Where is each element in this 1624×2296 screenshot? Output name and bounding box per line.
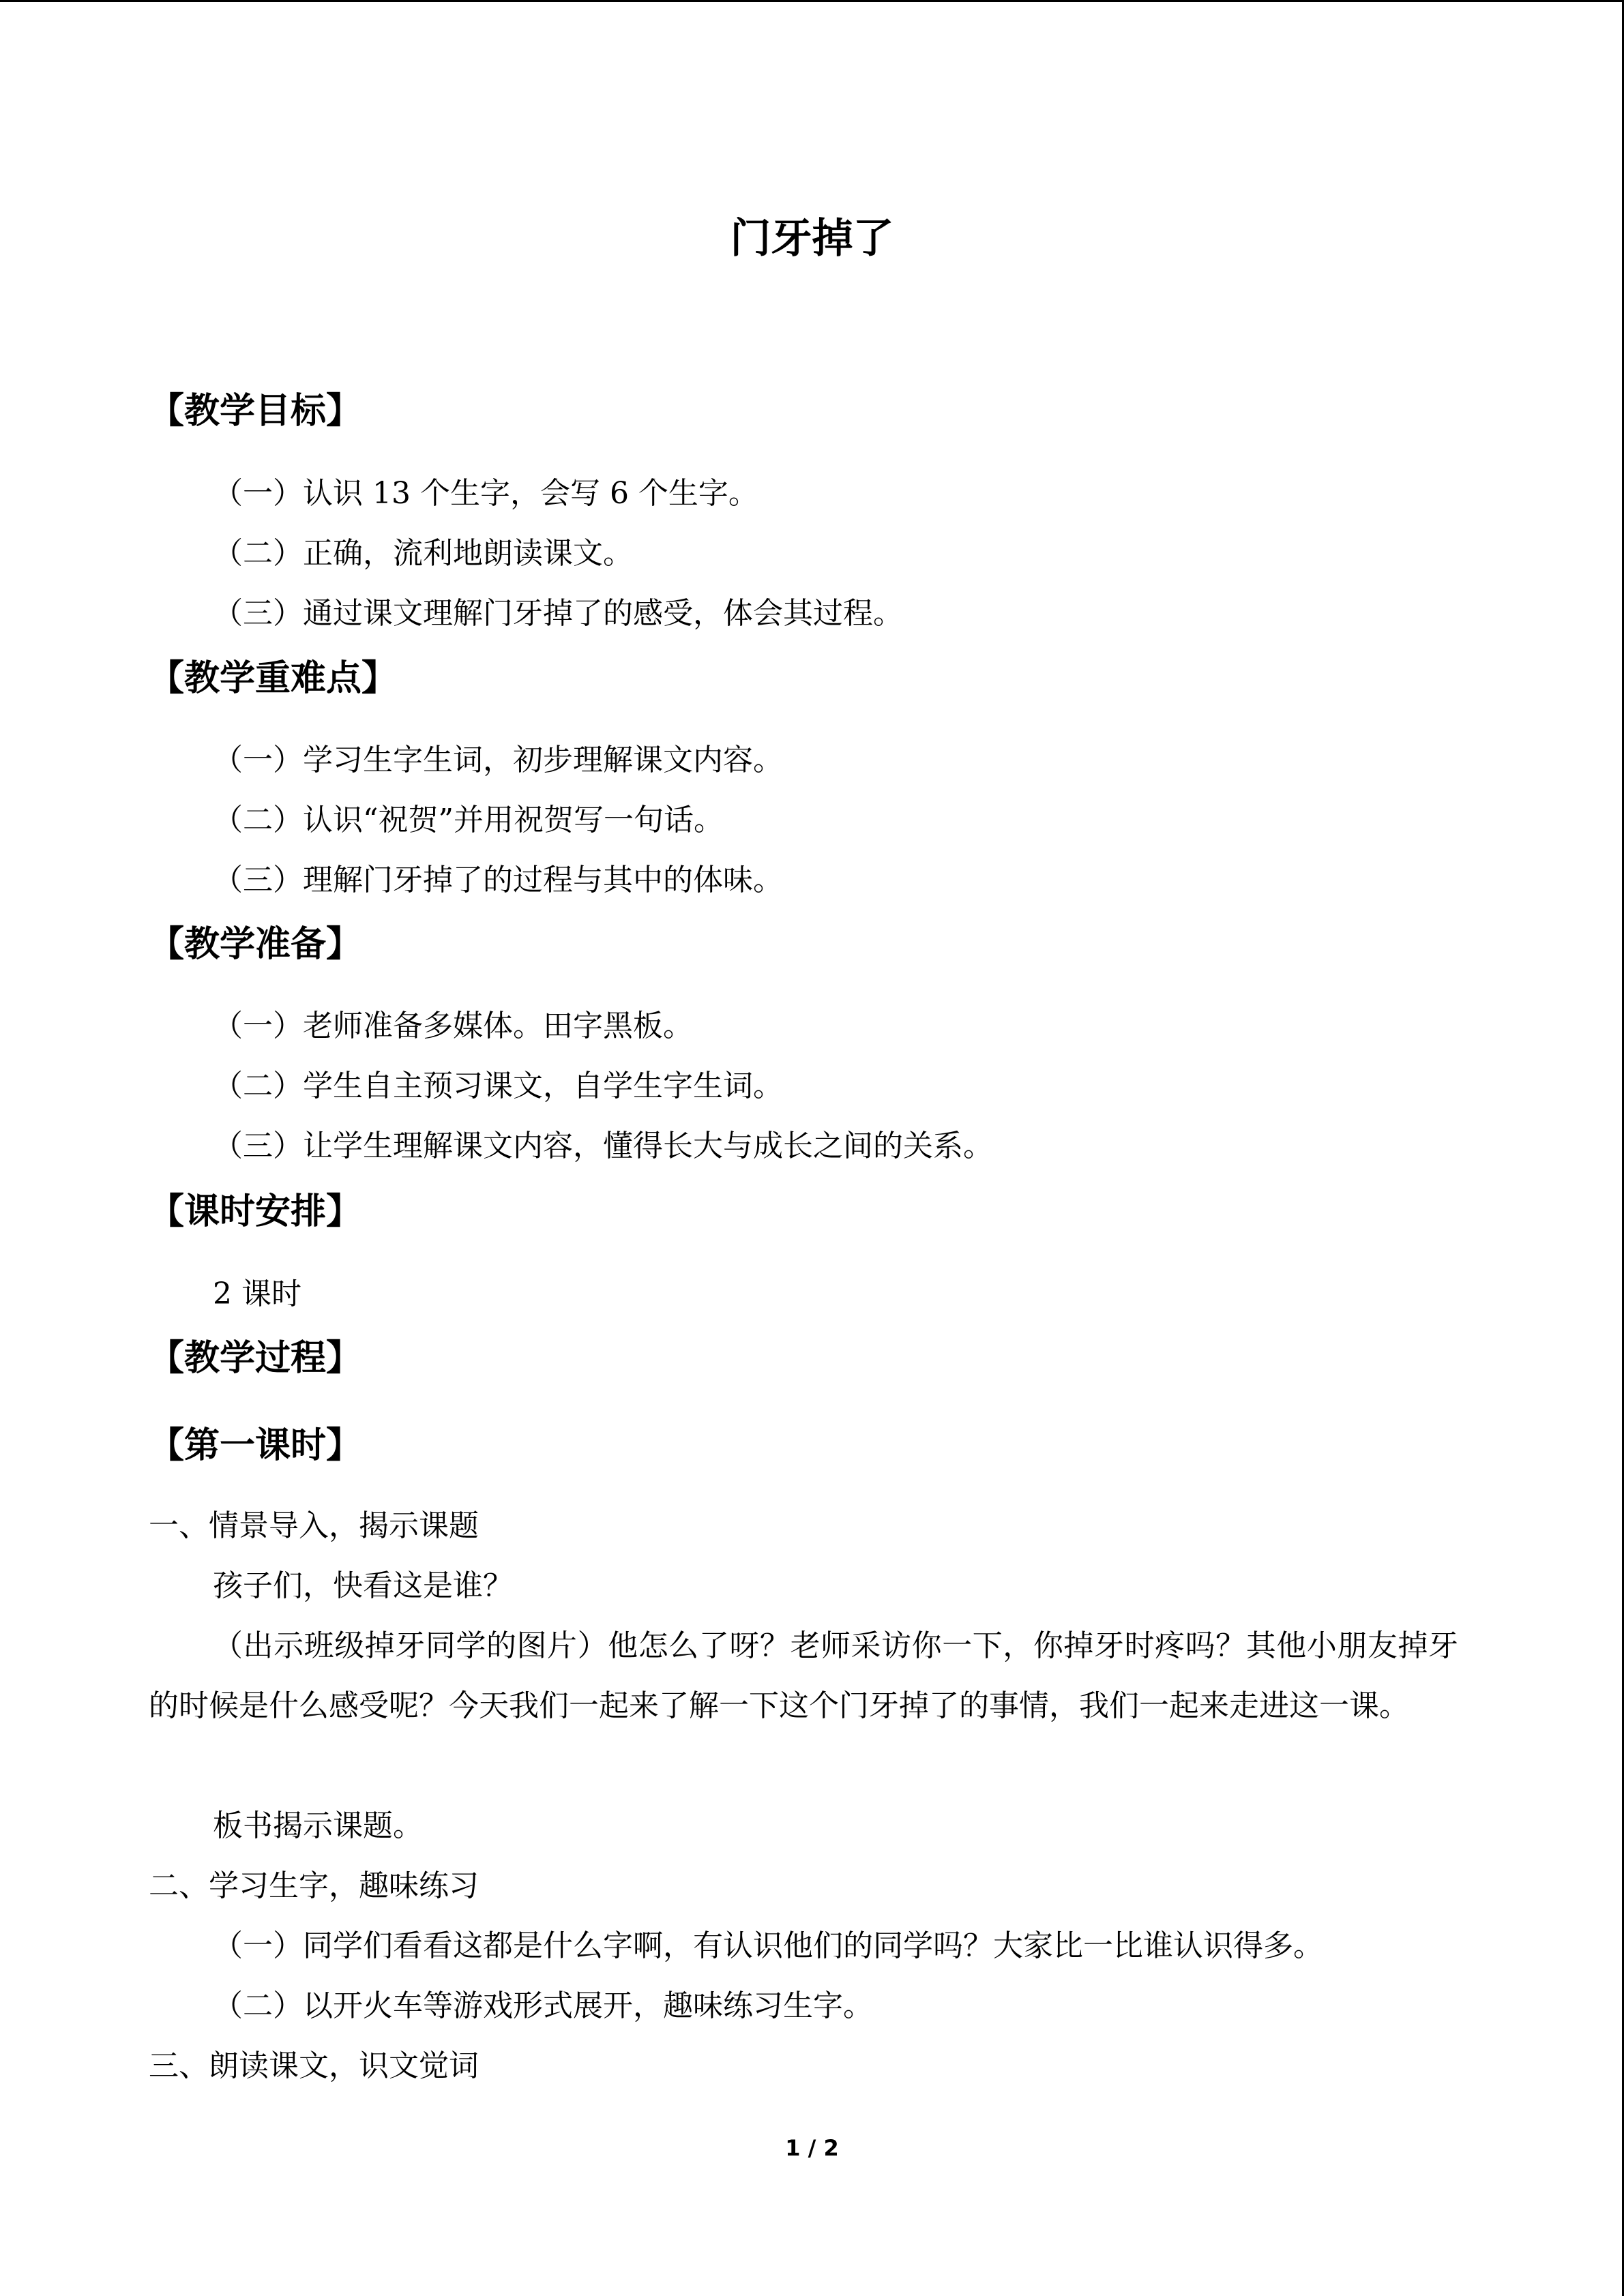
heading-key-points: 【教学重难点】 — [149, 658, 398, 699]
key-point-item-3: （三）理解门牙掉了的过程与其中的体味。 — [213, 863, 783, 897]
preparation-item-1: （一）老师准备多媒体。田字黑板。 — [213, 1009, 693, 1043]
goal-item-3: （三）通过课文理解门牙掉了的感受，体会其过程。 — [213, 596, 903, 631]
key-point-item-1: （一）学习生字生词，初步理解课文内容。 — [213, 743, 783, 777]
step-1-line-2: 板书揭示课题。 — [213, 1808, 423, 1843]
heading-schedule: 【课时安排】 — [149, 1191, 362, 1232]
schedule-text: 2 课时 — [213, 1277, 301, 1311]
step-3-title: 三、朗读课文，识文觉词 — [149, 2048, 479, 2083]
goal-item-2: （二）正确，流利地朗读课文。 — [213, 536, 633, 571]
page-number: 1 / 2 — [785, 2135, 839, 2161]
step-1-line-1: 孩子们，快看这是谁？ — [213, 1568, 513, 1603]
heading-process: 【教学过程】 — [149, 1338, 362, 1379]
step-1-title: 一、情景导入，揭示课题 — [149, 1508, 479, 1543]
key-point-item-2: （二）认识“祝贺”并用祝贺写一句话。 — [213, 803, 724, 837]
document-title: 门牙掉了 — [730, 215, 894, 263]
preparation-item-3: （三）让学生理解课文内容，懂得长大与成长之间的关系。 — [213, 1129, 993, 1163]
heading-goals: 【教学目标】 — [149, 391, 362, 432]
heading-preparation: 【教学准备】 — [149, 924, 362, 965]
step-1-paragraph: （出示班级掉牙同学的图片）他怎么了呀？老师采访你一下，你掉牙时疼吗？其他小朋友掉牙的时候是什么感受呢？今天我们一起来了解一下这个门牙掉了的事情，我们一起来走进这一课。 — [149, 1628, 1458, 1723]
step-2-item-1: （一）同学们看看这都是什么字啊，有认识他们的同学吗？大家比一比谁认识得多。 — [213, 1928, 1323, 1963]
step-2-title: 二、学习生字，趣味练习 — [149, 1868, 479, 1903]
preparation-item-2: （二）学生自主预习课文，自学生字生词。 — [213, 1069, 783, 1103]
heading-lesson-1: 【第一课时】 — [149, 1425, 362, 1466]
step-2-item-2: （二）以开火车等游戏形式展开，趣味练习生字。 — [213, 1988, 873, 2023]
goal-item-1: （一）认识 13 个生字，会写 6 个生字。 — [213, 476, 758, 511]
